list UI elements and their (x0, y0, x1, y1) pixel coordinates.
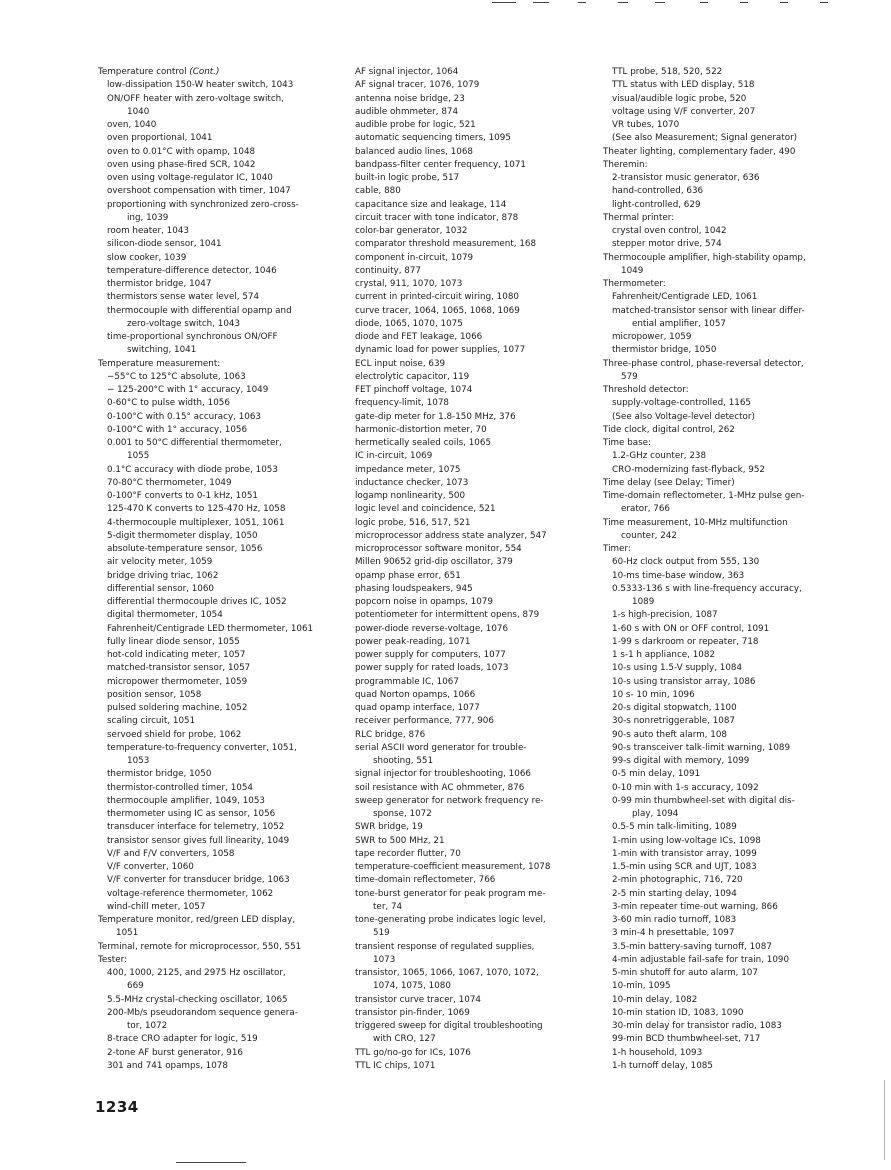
top-margin-mark (578, 2, 586, 3)
index-entry: Timer: (603, 544, 631, 554)
index-entry: transistor, 1065, 1066, 1067, 1070, 1072, (355, 968, 539, 978)
index-entry: AF signal tracer, 1076, 1079 (355, 80, 480, 91)
index-entry: (See also Voltage-level detector) (612, 411, 755, 422)
index-entry: Millen 90652 grid-dip oscillator, 379 (355, 557, 513, 568)
index-entry: IC in-circuit, 1069 (355, 451, 433, 462)
index-entry-continuation: ential amplifier, 1057 (632, 318, 726, 329)
index-entry-continuation: play, 1094 (632, 809, 679, 819)
index-entry: Temperature control (Cont.) (98, 67, 220, 77)
index-entry: 60-Hz clock output from 555, 130 (612, 557, 760, 568)
index-entry: triggered sweep for digital troubleshooting (355, 1021, 543, 1031)
index-entry: 1-60 s with ON or OFF control, 1091 (612, 623, 770, 634)
index-entry: Tide clock, digital control, 262 (603, 424, 735, 435)
index-entry: Theater lighting, complementary fader, 490 (603, 146, 796, 157)
index-entry: balanced audio lines, 1068 (355, 146, 473, 157)
index-entry: hand-controlled, 636 (612, 186, 704, 197)
index-entry: FET pinchoff voltage, 1074 (355, 385, 473, 395)
index-entry: 3-min repeater time-out warning, 866 (612, 901, 778, 912)
index-entry: antenna noise bridge, 23 (355, 93, 465, 104)
page-number: 1234 (95, 1098, 139, 1116)
index-entry: transistor sensor gives full linearity, 1049 (107, 835, 290, 846)
top-margin-mark (618, 2, 628, 3)
index-entry-continuation: ing, 1039 (127, 212, 169, 223)
index-entry: 0-100°F converts to 0-1 kHz, 1051 (107, 491, 258, 501)
index-entry-continuation: with CRO, 127 (373, 1034, 436, 1045)
index-entry: power supply for computers, 1077 (355, 650, 506, 660)
index-entry: 70-80°C thermometer, 1049 (107, 477, 232, 488)
index-entry: diode and FET leakage, 1066 (355, 332, 483, 342)
index-entry: harmonic-distortion meter, 70 (355, 424, 487, 435)
index-entry: 2-5 min starting delay, 1094 (612, 888, 737, 899)
index-entry: 1 s-1 h appliance, 1082 (612, 650, 716, 660)
index-entry-continuation: sponse, 1072 (373, 809, 432, 819)
index-entry: 1-s high-precision, 1087 (612, 610, 718, 621)
index-entry: Temperature measurement: (98, 358, 221, 369)
index-entry-continuation: tor, 1072 (127, 1021, 168, 1031)
index-entry: transient response of regulated supplies, (355, 941, 535, 952)
index-entry: continuity, 877 (355, 265, 421, 276)
index-entry: 2-tone AF burst generator, 916 (107, 1047, 243, 1058)
index-entry: 30-min delay for transistor radio, 1083 (612, 1021, 782, 1031)
index-entry-continuation: shooting, 551 (373, 756, 434, 766)
index-entry: slow cooker, 1039 (107, 252, 187, 263)
index-entry: oven using phase-fired SCR, 1042 (107, 159, 256, 170)
index-entry: 99-min BCD thumbwheel-set, 717 (612, 1034, 761, 1045)
index-entry: 0.5-5 min talk-limiting, 1089 (612, 822, 737, 833)
top-margin-mark (492, 2, 516, 3)
index-entry: Fahrenheit/Centigrade LED, 1061 (612, 292, 758, 303)
index-entry-continuation: switching, 1041 (127, 345, 197, 356)
index-entry: serial ASCII word generator for trouble- (355, 742, 527, 753)
index-entry: audible ohmmeter, 874 (355, 106, 459, 117)
top-margin-mark (700, 2, 708, 3)
index-entry: microprocessor address state analyzer, 547 (355, 530, 547, 541)
index-entry: digital thermometer, 1054 (107, 610, 223, 621)
index-entry: oven using voltage-regulator IC, 1040 (107, 173, 273, 183)
index-entry: transistor curve tracer, 1074 (355, 994, 481, 1005)
index-entry: Time measurement, 10-MHz multifunction (603, 517, 788, 528)
index-entry: frequency-limit, 1078 (355, 398, 449, 409)
index-entry: SWR bridge, 19 (355, 822, 423, 833)
index-entry: low-dissipation 150-W heater switch, 1043 (107, 80, 294, 91)
index-entry: 4-min adjustable fail-safe for train, 1090 (612, 954, 790, 965)
index-entry: logamp nonlinearity, 500 (355, 491, 466, 501)
index-entry: transducer interface for telemetry, 1052 (107, 822, 285, 833)
index-entry: temperature-difference detector, 1046 (107, 265, 277, 276)
index-entry: 0-60°C to pulse width, 1056 (107, 398, 230, 409)
index-entry: (See also Measurement; Signal generator) (612, 133, 798, 144)
top-margin-mark (780, 2, 788, 3)
index-entry: programmable IC, 1067 (355, 676, 459, 687)
index-entry: Thermocouple amplifier, high-stability opamp, (603, 252, 806, 263)
index-entry: pulsed soldering machine, 1052 (107, 703, 248, 713)
index-entry: 0-100°C with 0.15° accuracy, 1063 (107, 411, 261, 422)
index-entry: silicon-diode sensor, 1041 (107, 239, 222, 250)
index-entry: absolute-temperature sensor, 1056 (107, 544, 263, 554)
index-entry: 10-min station ID, 1083, 1090 (612, 1007, 744, 1018)
index-entry: 1-min with transistor array, 1099 (612, 848, 757, 859)
index-entry: TTL IC chips, 1071 (355, 1060, 436, 1071)
index-entry: micropower thermometer, 1059 (107, 676, 248, 687)
index-entry: 10-s using 1.5-V supply, 1084 (612, 663, 743, 674)
top-margin-mark (655, 2, 665, 3)
index-entry: automatic sequencing timers, 1095 (355, 133, 511, 144)
index-entry-continuation: counter, 242 (621, 530, 677, 541)
index-entry: temperature-to-frequency converter, 1051, (107, 742, 297, 753)
index-entry: time-domain reflectometer, 766 (355, 875, 496, 886)
index-entry: logic probe, 516, 517, 521 (355, 517, 471, 528)
index-entry: 0.001 to 50°C differential thermometer, (107, 438, 282, 448)
index-entry: Tester: (98, 954, 128, 965)
index-entry: logic level and coincidence, 521 (355, 504, 496, 515)
index-entry-continuation: 669 (127, 981, 144, 992)
index-entry: quad opamp interface, 1077 (355, 703, 480, 713)
scan-edge-line (884, 1080, 885, 1160)
index-entry-continuation: 1051 (116, 928, 139, 939)
index-entry: 3 min-4 h presettable, 1097 (612, 928, 735, 939)
index-entry: Fahrenheit/Centigrade LED thermometer, 1061 (107, 623, 314, 634)
index-entry: wind-chill meter, 1057 (107, 901, 206, 912)
index-entry: popcorn noise in opamps, 1079 (355, 597, 493, 607)
index-entry: color-bar generator, 1032 (355, 226, 468, 236)
index-entry: Thermal printer: (603, 212, 675, 223)
index-entry: hermetically sealed coils, 1065 (355, 438, 492, 448)
index-entry: 0.1°C accuracy with diode probe, 1053 (107, 464, 278, 475)
index-entry: 5-min shutoff for auto alarm, 107 (612, 968, 758, 978)
index-entry-continuation: 1049 (621, 265, 644, 276)
index-entry: 200-Mb/s pseudorandom sequence genera- (107, 1007, 298, 1018)
index-entry: 8-trace CRO adapter for logic, 519 (107, 1034, 258, 1045)
index-entry: curve tracer, 1064, 1065, 1068, 1069 (355, 305, 520, 316)
index-entry: current in printed-circuit wiring, 1080 (355, 292, 519, 303)
index-entry: 5.5-MHz crystal-checking oscillator, 1065 (107, 994, 288, 1005)
index-entry: room heater, 1043 (107, 226, 189, 236)
index-entry: micropower, 1059 (612, 332, 692, 342)
index-entry: 30-s nonretriggerable, 1087 (612, 716, 735, 727)
index-entry-continuation: 579 (621, 371, 638, 382)
index-entry-continuation: ter, 74 (373, 901, 403, 912)
index-entry: thermometer using IC as sensor, 1056 (107, 809, 276, 819)
index-entry: 400, 1000, 2125, and 2975 Hz oscillator, (107, 968, 286, 978)
index-entry: sweep generator for network frequency re- (355, 795, 544, 806)
index-entry: bandpass-filter center frequency, 1071 (355, 159, 526, 170)
index-entry: visual/audible logic probe, 520 (612, 93, 747, 104)
index-entry: hot-cold indicating meter, 1057 (107, 650, 246, 660)
index-entry-continuation: 1053 (127, 756, 150, 766)
index-entry: Theremin: (603, 159, 648, 170)
index-entry: thermocouple amplifier, 1049, 1053 (107, 795, 265, 806)
index-column-right (603, 66, 888, 1073)
index-entry: inductance checker, 1073 (355, 477, 469, 488)
index-entry: 10-ms time-base window, 363 (612, 570, 745, 581)
index-entry: 1-99 s darkroom or repeater, 718 (612, 636, 759, 647)
index-entry: V/F converter for transducer bridge, 1063 (107, 875, 290, 886)
index-entry: stepper motor drive, 574 (612, 239, 722, 250)
index-entry: 2-min photographic, 716, 720 (612, 875, 743, 886)
top-margin-mark (533, 2, 549, 3)
index-entry: 20-s digital stopwatch, 1100 (612, 703, 737, 713)
index-entry: 10-s using transistor array, 1086 (612, 676, 756, 687)
index-entry: microprocessor software monitor, 554 (355, 544, 522, 554)
index-entry: air velocity meter, 1059 (107, 557, 213, 568)
index-entry: thermistors sense water level, 574 (107, 292, 260, 303)
index-entry: SWR to 500 MHz, 21 (355, 835, 445, 846)
bottom-margin-mark (176, 1162, 246, 1163)
index-entry: capacitance size and leakage, 114 (355, 199, 507, 210)
index-entry: electrolytic capacitor, 119 (355, 371, 470, 382)
index-entry: 90-s auto theft alarm, 108 (612, 729, 727, 740)
index-entry: 1.2-GHz counter, 238 (612, 451, 707, 462)
index-entry: time-proportional synchronous ON/OFF (107, 332, 278, 342)
index-entry: 3.5-min battery-saving turnoff, 1087 (612, 941, 772, 952)
index-entry: power-diode reverse-voltage, 1076 (355, 623, 509, 634)
index-entry: ON/OFF heater with zero-voltage switch, (107, 93, 284, 104)
index-entry: −55°C to 125°C absolute, 1063 (107, 371, 246, 382)
index-entry: 125-470 K converts to 125-470 Hz, 1058 (107, 504, 286, 515)
index-entry: cable, 880 (355, 186, 401, 197)
index-entry: AF signal injector, 1064 (355, 67, 459, 77)
index-entry: voltage-reference thermometer, 1062 (107, 888, 274, 899)
top-margin-mark (820, 2, 828, 3)
index-entry: position sensor, 1058 (107, 689, 202, 700)
index-entry: tape recorder flutter, 70 (355, 848, 461, 859)
index-entry: thermistor-controlled timer, 1054 (107, 782, 253, 793)
index-entry: 301 and 741 opamps, 1078 (107, 1060, 228, 1071)
index-entry: 1-h household, 1093 (612, 1047, 703, 1058)
index-entry: 0.5333-136 s with line-frequency accuracy, (612, 583, 802, 594)
index-column-left (98, 66, 348, 1073)
index-column-middle (355, 66, 600, 1073)
index-entry: overshoot compensation with timer, 1047 (107, 186, 291, 197)
index-entry: crystal, 911, 1070, 1073 (355, 279, 463, 289)
index-entry-continuation: 1073 (373, 954, 396, 965)
index-entry: 10 s- 10 min, 1096 (612, 689, 695, 700)
index-entry: gate-dip meter for 1.8-150 MHz, 376 (355, 411, 516, 422)
index-entry: circuit tracer with tone indicator, 878 (355, 212, 519, 223)
index-entry: RLC bridge, 876 (355, 729, 426, 740)
index-entry: Time-domain reflectometer, 1-MHz pulse gen- (603, 491, 805, 501)
index-entry: matched-transistor sensor, 1057 (107, 663, 251, 674)
index-entry: VR tubes, 1070 (612, 120, 680, 130)
index-entry: impedance meter, 1075 (355, 464, 461, 475)
index-entry: 90-s transceiver talk-limit warning, 1089 (612, 742, 791, 753)
index-entry: 10-min delay, 1082 (612, 994, 698, 1005)
index-entry: dynamic load for power supplies, 1077 (355, 345, 526, 356)
index-entry: Terminal, remote for microprocessor, 550, 551 (98, 941, 302, 952)
index-entry: V/F and F/V converters, 1058 (107, 848, 235, 859)
top-margin-mark (740, 2, 748, 3)
index-entry: light-controlled, 629 (612, 199, 701, 210)
index-entry: TTL status with LED display, 518 (612, 80, 755, 91)
index-entry: voltage using V/F converter, 207 (612, 106, 756, 117)
index-entry: servoed shield for probe, 1062 (107, 729, 242, 740)
index-entry: phasing loudspeakers, 945 (355, 583, 473, 594)
index-entry-continuation: erator, 766 (621, 504, 670, 515)
index-entry: receiver performance, 777, 906 (355, 716, 494, 727)
index-entry: oven to 0.01°C with opamp, 1048 (107, 146, 256, 157)
index-entry: 1-min using low-voltage ICs, 1098 (612, 835, 761, 846)
index-entry-continuation: 1040 (127, 106, 150, 117)
index-entry: 3-60 min radio turnoff, 1083 (612, 915, 737, 925)
index-entry: ECL input noise, 639 (355, 358, 446, 369)
index-entry: differential sensor, 1060 (107, 583, 214, 594)
index-entry-continuation: 1074, 1075, 1080 (373, 981, 451, 992)
index-entry: Three-phase control, phase-reversal detector, (603, 358, 804, 369)
index-entry: Time delay (see Delay; Timer) (603, 477, 735, 488)
index-entry: 5-digit thermometer display, 1050 (107, 530, 258, 541)
index-entry: thermocouple with differential opamp and (107, 305, 292, 316)
index-entry: Time base: (603, 438, 652, 448)
index-entry: fully linear diode sensor, 1055 (107, 636, 240, 647)
index-entry: Temperature monitor, red/green LED display, (98, 915, 296, 925)
index-entry: 1.5-min using SCR and UJT, 1083 (612, 862, 757, 872)
index-entry: 2-transistor music generator, 636 (612, 173, 760, 183)
index-entry: oven proportional, 1041 (107, 133, 213, 144)
index-entry: comparator threshold measurement, 168 (355, 239, 537, 250)
index-entry: quad Norton opamps, 1066 (355, 689, 476, 700)
index-entry: signal injector for troubleshooting, 1066 (355, 769, 531, 780)
index-entry: 99-s digital with memory, 1099 (612, 756, 750, 766)
index-entry: power supply for rated loads, 1073 (355, 663, 509, 674)
index-entry: supply-voltage-controlled, 1165 (612, 398, 751, 409)
index-entry: differential thermocouple drives IC, 1052 (107, 597, 287, 607)
index-entry: bridge driving triac, 1062 (107, 570, 219, 581)
index-entry-continuation: zero-voltage switch, 1043 (127, 318, 241, 329)
index-entry: Threshold detector: (603, 385, 689, 395)
index-entry: potentiometer for intermittent opens, 879 (355, 610, 540, 621)
index-entry: Thermometer: (603, 279, 666, 289)
index-entry-continuation: 519 (373, 928, 390, 939)
index-entry: 0-100°C with 1° accuracy, 1056 (107, 424, 248, 435)
index-entry: matched-transistor sensor with linear differ- (612, 305, 805, 316)
index-entry: transistor pin-finder, 1069 (355, 1007, 470, 1018)
index-entry: 0-10 min with 1-s accuracy, 1092 (612, 782, 759, 793)
index-entry: tone-generating probe indicates logic level, (355, 915, 546, 925)
index-entry: opamp phase error, 651 (355, 570, 461, 581)
index-entry: thermistor bridge, 1047 (107, 279, 212, 289)
index-entry: scaling circuit, 1051 (107, 716, 196, 727)
index-entry: TTL go/no-go for ICs, 1076 (355, 1047, 471, 1058)
index-entry: audible probe for logic, 521 (355, 120, 476, 130)
index-entry: temperature-coefficient measurement, 1078 (355, 862, 551, 872)
index-entry-continuation: 1055 (127, 451, 150, 462)
index-entry: thermistor bridge, 1050 (612, 345, 717, 356)
index-entry-continuation: 1089 (632, 597, 655, 607)
index-entry: power peak-reading, 1071 (355, 636, 471, 647)
index-entry: − 125-200°C with 1° accuracy, 1049 (107, 385, 269, 395)
index-entry: V/F converter, 1060 (107, 862, 194, 872)
index-entry: oven, 1040 (107, 120, 157, 130)
index-entry: diode, 1065, 1070, 1075 (355, 318, 463, 329)
index-entry: 10-min, 1095 (612, 981, 671, 992)
index-entry: built-in logic probe, 517 (355, 173, 460, 183)
index-entry: TTL probe, 518, 520, 522 (612, 67, 723, 77)
index-entry: soil resistance with AC ohmmeter, 876 (355, 782, 525, 793)
index-entry: 1-h turnoff delay, 1085 (612, 1060, 713, 1071)
index-entry: crystal oven control, 1042 (612, 226, 727, 236)
index-entry: 0-99 min thumbwheel-set with digital dis- (612, 795, 795, 806)
index-entry: thermistor bridge, 1050 (107, 769, 212, 780)
index-entry: CRO-modernizing fast-flyback, 952 (612, 464, 765, 475)
index-entry: proportioning with synchronized zero-cross- (107, 199, 299, 210)
index-entry: tone-burst generator for peak program me- (355, 888, 546, 899)
index-entry: 4-thermocouple multiplexer, 1051, 1061 (107, 517, 285, 528)
index-entry: component in-circuit, 1079 (355, 252, 474, 263)
index-entry: 0-5 min delay, 1091 (612, 769, 701, 780)
